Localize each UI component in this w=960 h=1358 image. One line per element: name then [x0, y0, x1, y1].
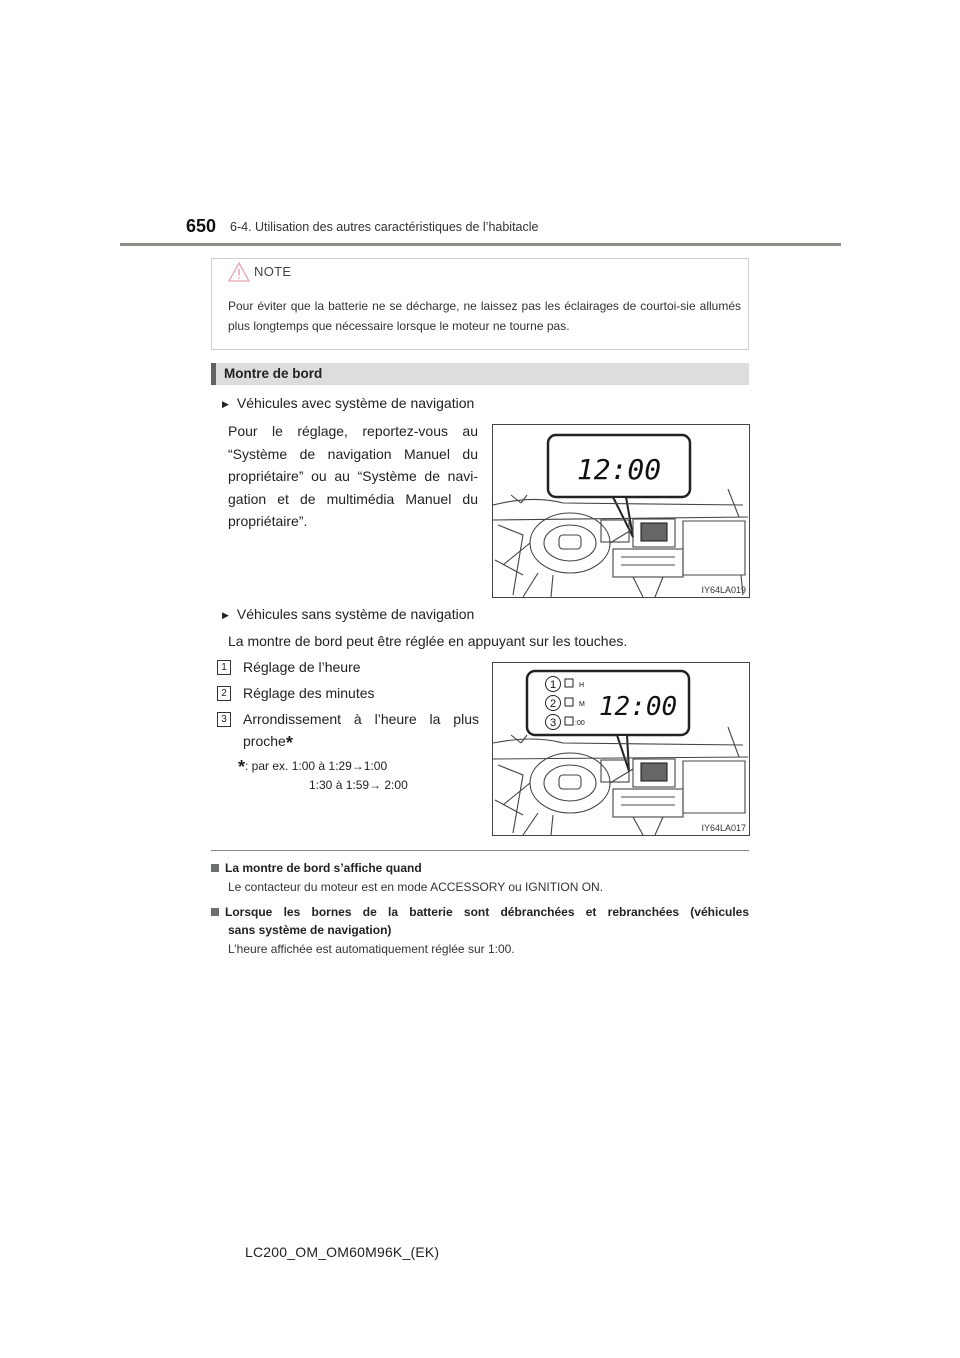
list-number-3: 3: [217, 712, 231, 727]
list-item-round-line2: [243, 733, 293, 754]
subheading-nav-label: Véhicules avec système de navigation: [236, 395, 475, 411]
info-body-2: L’heure affichée est automatiquement réglée sur 1:00.: [228, 942, 515, 956]
footnote-asterisk: *: [285, 733, 293, 753]
list-item-hour: Réglage de l’heure: [243, 659, 361, 675]
list-number-1: 1: [217, 660, 231, 675]
section-divider: [211, 850, 749, 851]
info-body-1: Le contacteur du moteur est en mode ACCESSORY ou IGNITION ON.: [228, 880, 604, 894]
document-id: LC200_OM_OM60M96K_(EK): [245, 1244, 440, 1260]
chapter-title: 6-4. Utilisation des autres caractéristiques de l’habitacle: [230, 220, 539, 234]
minute-button-label: M: [579, 701, 585, 708]
clock-display-non-nav: 12:00: [598, 692, 678, 722]
square-bullet-icon: [211, 864, 219, 872]
non-nav-intro: La montre de bord peut être réglée en appuyant sur les touches.: [228, 633, 628, 649]
warning-triangle-icon: [228, 262, 250, 287]
section-title: Montre de bord: [224, 366, 323, 381]
subheading-non-nav: [222, 606, 474, 622]
section-accent: [211, 363, 216, 385]
square-bullet-icon: [211, 908, 219, 916]
section-header: [211, 363, 749, 385]
clock-display-nav: 12:00: [576, 453, 662, 486]
figure-non-nav-clock: [492, 662, 750, 836]
footnote-line1: [238, 757, 387, 778]
info-heading-2-label: Lorsque les bornes de la batterie sont débranchées et rebranchées (véhicules: [225, 905, 749, 919]
button-number-1: 1: [549, 679, 557, 691]
triangle-bullet-icon: ▶: [222, 399, 229, 409]
page-number: 650: [186, 216, 217, 236]
button-number-3: 3: [549, 717, 557, 729]
footnote-example-1: : par ex. 1:00 à 1:29→1:00: [245, 759, 388, 773]
round-button-label: :00: [575, 720, 585, 727]
header-divider: [120, 243, 841, 246]
note-text: Pour éviter que la batterie ne se décharge, ne laissez pas les éclairages de courtoi-sie allumés plus longtemps que nécessaire lorsque le moteur ne tourne pas.: [228, 299, 741, 333]
dashboard-illustration-non-nav: [493, 663, 749, 835]
info-heading-1: [211, 859, 422, 878]
info-heading-2-line2: sans système de navigation): [228, 923, 392, 937]
subheading-non-nav-label: Véhicules sans système de navigation: [236, 606, 475, 622]
figure-code-non-nav: IY64LA017: [701, 823, 746, 833]
list-item-round-line1: Arrondissement à l’heure la plus: [243, 711, 479, 727]
note-title: NOTE: [254, 264, 292, 279]
button-number-2: 2: [549, 698, 557, 710]
hour-button-label: H: [579, 682, 585, 689]
figure-nav-clock: [492, 424, 750, 598]
footnote-asterisk: *: [238, 757, 246, 777]
list-item-round-label: proche: [243, 733, 286, 749]
dashboard-illustration-nav: [493, 425, 749, 597]
info-heading-1-label: La montre de bord s’affiche quand: [225, 861, 422, 875]
footnote-example-2: 1:30 à 1:59→ 2:00: [309, 778, 408, 792]
list-item-minutes: Réglage des minutes: [243, 685, 375, 701]
nav-instructions: Pour le réglage, reportez-vous au “Système de navigation Manuel du propriétaire” ou au “Système de navi-gation et de multimédia Manuel du propriétaire”.: [228, 423, 478, 529]
list-number-2: 2: [217, 686, 231, 701]
info-heading-2: [211, 903, 749, 922]
figure-code-nav: IY64LA019: [701, 585, 746, 595]
subheading-nav: [222, 395, 474, 411]
triangle-bullet-icon: ▶: [222, 610, 229, 620]
